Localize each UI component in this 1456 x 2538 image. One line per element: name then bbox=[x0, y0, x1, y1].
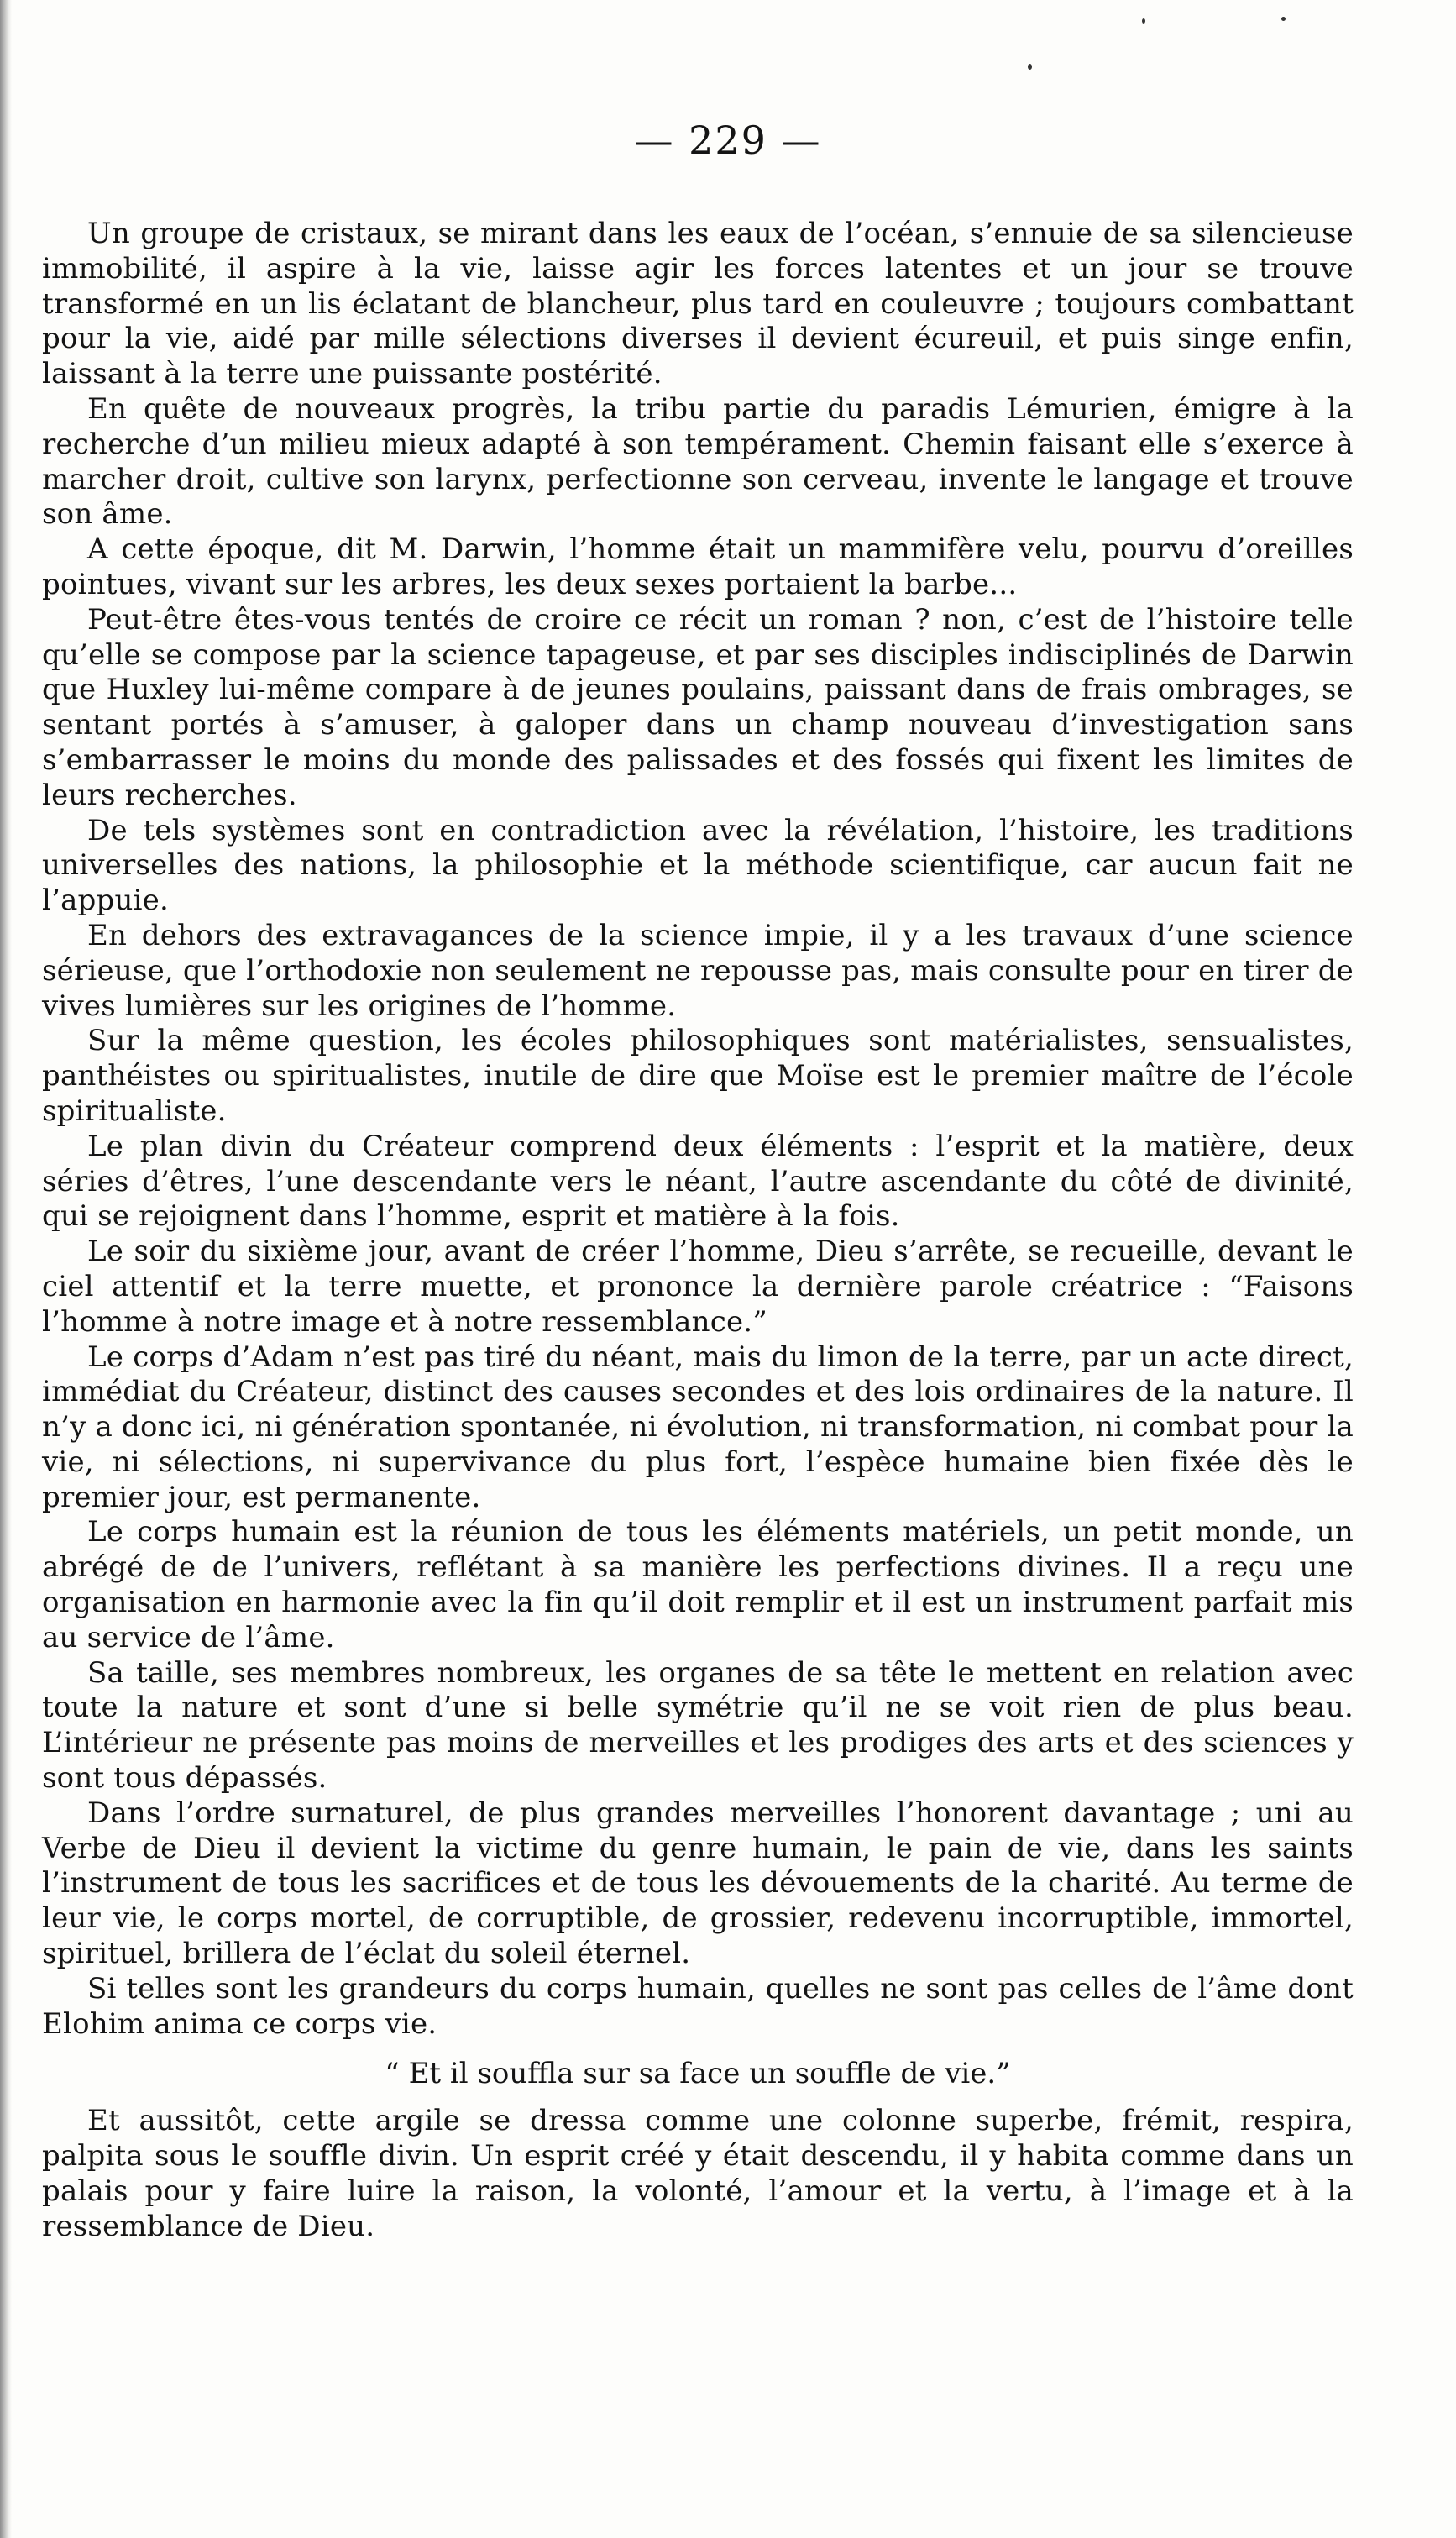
paragraph: Dans l’ordre surnaturel, de plus grandes merveilles l’honorent davantage ; uni au Verbe de Dieu il devient la victime du genre humain, le pain de vie, dans les saints l’instrument de tous les sacrifices et de tous les dévouements de la charité. Au terme de leur vie, le corps mortel, de corruptible, de grossier, redevenu incorruptible, immortel, spirituel, brillera de l’éclat du soleil éternel. bbox=[42, 1796, 1354, 1971]
ink-speck bbox=[1028, 64, 1032, 70]
paragraph: Le plan divin du Créateur comprend deux éléments : l’esprit et la matière, deux séries d’êtres, l’une descendante vers le néant, l’autre ascendante du côté de divinité, qui se rejoignent dans l’homme, esprit et matière à la fois. bbox=[42, 1129, 1354, 1234]
paragraph: Le corps humain est la réunion de tous les éléments matériels, un petit monde, un abrégé de de l’univers, reflétant à sa manière les perfections divines. Il a reçu une organisation en harmonie avec la fin qu’il doit remplir et il est un instrument parfait mis au service de l’âme. bbox=[42, 1515, 1354, 1654]
final-paragraph: Et aussitôt, cette argile se dressa comme une colonne superbe, frémit, respira, palpita sous le souffle divin. Un esprit créé y était descendu, il y habita comme dans un palais pour y faire luire la raison, la volonté, l’amour et la vertu, à l’image et à la ressemblance de Dieu. bbox=[42, 2104, 1354, 2243]
page-number: — 229 — bbox=[634, 118, 822, 163]
paragraph: Le soir du sixième jour, avant de créer l’homme, Dieu s’arrête, se recueille, devant le ciel attentif et la terre muette, et prononce la dernière parole créatrice : “Faisons l’homme à notre image et à notre ressemblance.” bbox=[42, 1235, 1354, 1339]
paragraph: Si telles sont les grandeurs du corps humain, quelles ne sont pas celles de l’âme dont Elohim anima ce corps vie. bbox=[42, 1971, 1354, 2041]
ink-speck bbox=[1142, 18, 1145, 24]
paragraph: A cette époque, dit M. Darwin, l’homme était un mammifère velu, pourvu d’oreilles pointues, vivant sur les arbres, les deux sexes portaient la barbe... bbox=[42, 532, 1354, 601]
paragraph: Le corps d’Adam n’est pas tiré du néant, mais du limon de la terre, par un acte direct, immédiat du Créateur, distinct des causes secondes et des lois ordinaires de la nature. Il n’y a donc ici, ni génération spontanée, ni évolution, ni transformation, ni combat pour la vie, ni sélections, ni supervivance du plus fort, l’espèce humaine bien fixée dès le premier jour, est permanente. bbox=[42, 1340, 1354, 1514]
paragraph: Peut-être êtes-vous tentés de croire ce récit un roman ? non, c’est de l’histoire telle qu’elle se compose par la science tapageuse, et par ses disciples indisciplinés de Darwin que Huxley lui-même compare à de jeunes poulains, paissant dans de frais ombrages, se sentant portés à s’amuser, à galoper dans un champ nouveau d’investigation sans s’embarrasser le moins du monde des palissades et des fossés qui fixent les limites de leurs recherches. bbox=[42, 602, 1354, 812]
paragraph: Sur la même question, les écoles philosophiques sont matérialistes, sensualistes, panthéistes ou spiritualistes, inutile de dire que Moïse est le premier maître de l’école spiritualiste. bbox=[42, 1024, 1354, 1128]
paragraph: De tels systèmes sont en contradiction avec la révélation, l’histoire, les traditions universelles des nations, la philosophie et la méthode scientifique, car aucun fait ne l’appuie. bbox=[42, 813, 1354, 918]
paragraph: En quête de nouveaux progrès, la tribu partie du paradis Lémurien, émigre à la recherche d’un milieu mieux adapté à son tempérament. Chemin faisant elle s’exerce à marcher droit, cultive son larynx, perfectionne son cerveau, invente le langage et trouve son âme. bbox=[42, 391, 1354, 532]
ink-speck bbox=[1281, 17, 1286, 21]
body-text bbox=[42, 217, 1354, 2244]
scripture-quote: “ Et il souffla sur sa face un souffle de vie.” bbox=[385, 2057, 1011, 2091]
paragraph: En dehors des extravagances de la science impie, il y a les travaux d’une science sérieuse, que l’orthodoxie non seulement ne repousse pas, mais consulte pour en tirer de vives lumières sur les origines de l’homme. bbox=[42, 918, 1354, 1023]
page-binding-shadow bbox=[0, 0, 12, 2538]
paragraph: Un groupe de cristaux, se mirant dans les eaux de l’océan, s’ennuie de sa silencieuse immobilité, il aspire à la vie, laisse agir les forces latentes et un jour se trouve transformé en un lis éclatant de blancheur, plus tard en couleuvre ; toujours combattant pour la vie, aidé par mille sélections diverses il devient écureuil, et puis singe enfin, laissant à la terre une puissante postérité. bbox=[42, 217, 1354, 391]
paragraph: Sa taille, ses membres nombreux, les organes de sa tête le mettent en relation avec toute la nature et sont d’une si belle symétrie qu’il ne se voit rien de plus beau. L’intérieur ne présente pas moins de merveilles et les prodiges des arts et des sciences y sont tous dépassés. bbox=[42, 1655, 1354, 1796]
